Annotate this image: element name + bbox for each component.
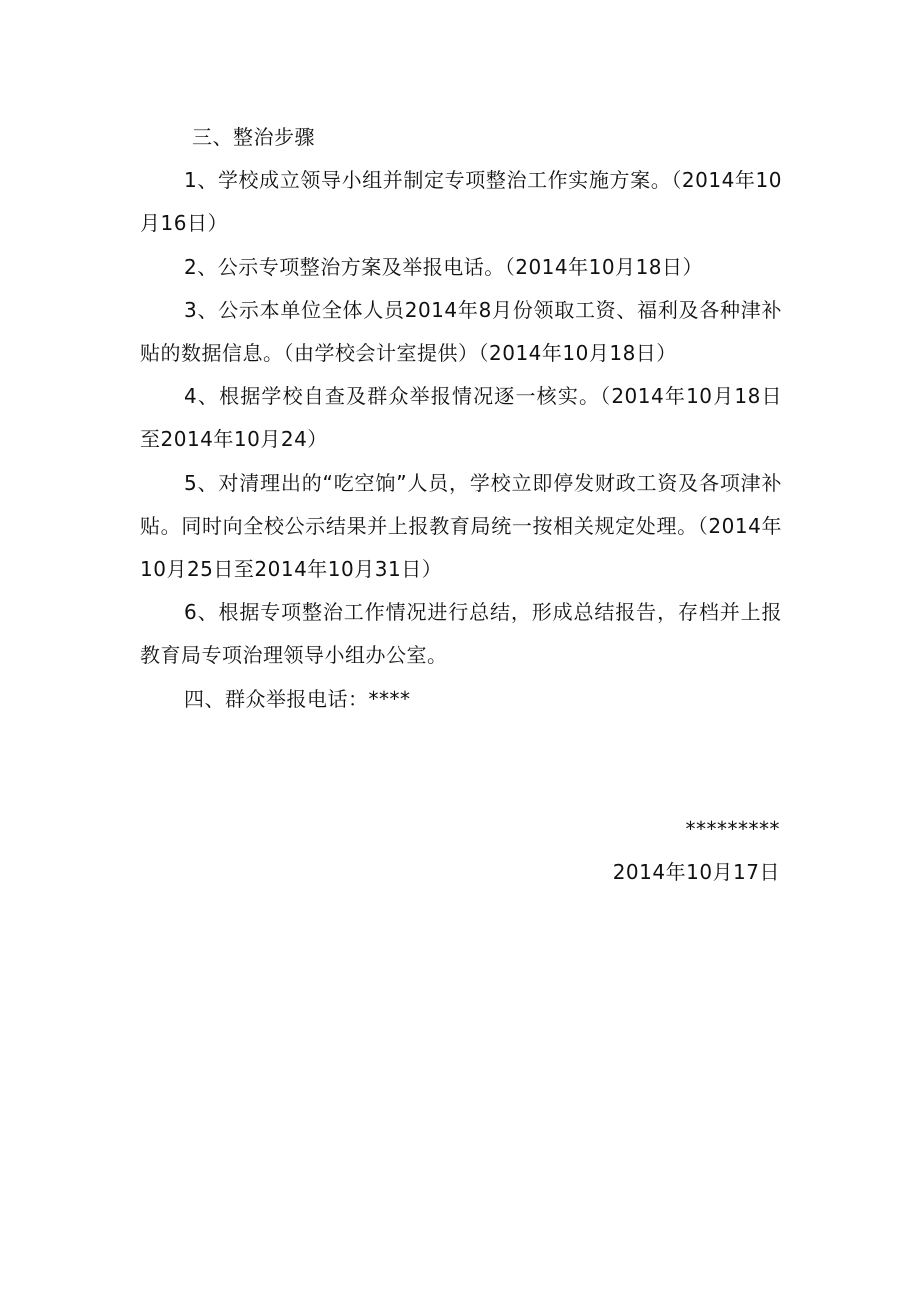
signature-organization: ********* [685, 817, 780, 841]
step-5: 5、对清理出的“吃空饷”人员，学校立即停发财政工资及各项津补贴。同时向全校公示结果并上报教育局统一按相关规定处理。（2014年10月25日至2014年10月31日） [140, 470, 782, 582]
section-three-heading: 三、整治步骤 [192, 125, 315, 149]
section-four-heading: 四、群众举报电话：**** [184, 686, 411, 711]
step-3: 3、公示本单位全体人员2014年8月份领取工资、福利及各种津补贴的数据信息。（由学校会计室提供）（2014年10月18日） [140, 297, 782, 366]
step-4: 4、根据学校自查及群众举报情况逐一核实。（2014年10月18日至2014年10月24） [140, 384, 782, 452]
step-6: 6、根据专项整治工作情况进行总结，形成总结报告，存档并上报教育局专项治理领导小组办公室。 [140, 600, 782, 668]
step-1: 1、学校成立领导小组并制定专项整治工作实施方案。（2014年10月16日） [140, 168, 782, 236]
signature-block [613, 808, 780, 894]
step-2: 2、公示专项整治方案及举报电话。（2014年10月18日） [184, 254, 704, 279]
signature-date: 2014年10月17日 [612, 860, 780, 885]
document-body [140, 116, 782, 721]
